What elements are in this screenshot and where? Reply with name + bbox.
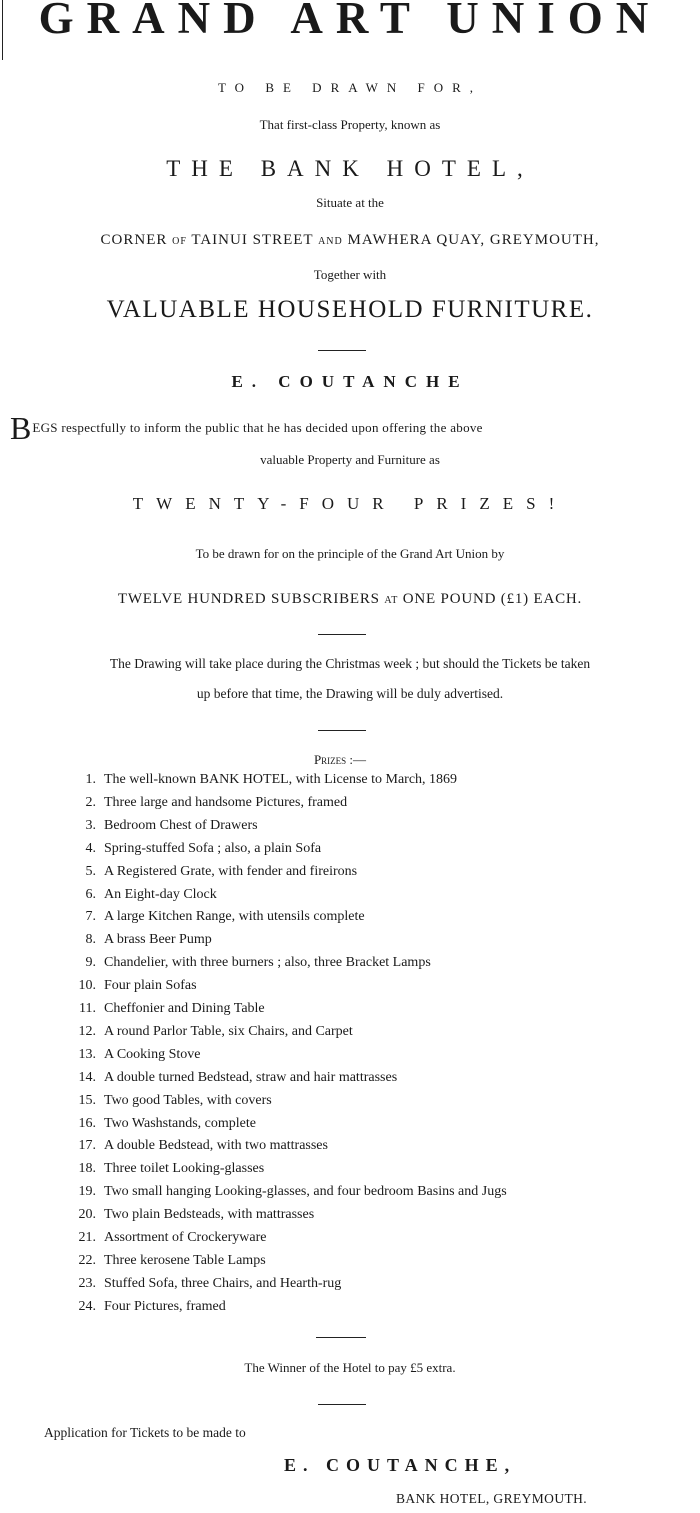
begs-line: BEGS respectfully to inform the public that he has decided upon offering the above [10, 410, 483, 446]
prize-item [0, 978, 700, 1001]
prize-number: 8. [85, 932, 96, 948]
prize-description: A Registered Grate, with fender and fireirons [104, 863, 358, 879]
prize-description: Two small hanging Looking-glasses, and four bedroom Basins and Jugs [104, 1184, 507, 1200]
prize-item [0, 772, 700, 795]
prize-item [0, 932, 700, 955]
prize-description: Two plain Bedsteads, with mattrasses [104, 1207, 315, 1223]
prize-number: 15. [78, 1092, 96, 1108]
prize-description: Four Pictures, framed [104, 1298, 226, 1314]
prize-number: 2. [85, 794, 96, 810]
application-line: Application for Tickets to be made to [44, 1425, 246, 1440]
divider [316, 1337, 366, 1338]
prize-item [0, 1024, 700, 1047]
prize-number: 3. [85, 817, 96, 833]
prize-item [0, 955, 700, 978]
prize-description: A Cooking Stove [104, 1046, 201, 1062]
furniture-heading: VALUABLE HOUSEHOLD FURNITURE. [106, 296, 594, 323]
prize-number: 16. [78, 1115, 96, 1131]
prize-description: The well-known BANK HOTEL, with License to March, 1869 [104, 772, 458, 787]
prize-item [0, 1116, 700, 1139]
prize-description: A double Bedstead, with two mattrasses [104, 1138, 328, 1154]
divider [318, 350, 366, 351]
prize-number: 24. [78, 1298, 96, 1314]
principle-line: To be drawn for on the principle of the Grand Art Union by [195, 546, 505, 561]
prize-number: 21. [78, 1230, 96, 1245]
divider [318, 730, 366, 731]
prize-item [0, 1230, 700, 1253]
prize-description: Cheffonier and Dining Table [104, 1001, 265, 1016]
prize-description: A round Parlor Table, six Chairs, and Carpet [104, 1023, 353, 1039]
prize-number: 4. [85, 840, 96, 856]
prize-number: 12. [78, 1023, 96, 1039]
prize-description: Three large and handsome Pictures, framed [104, 794, 348, 810]
prize-description: Assortment of Crockeryware [104, 1230, 267, 1245]
prize-number: 19. [78, 1184, 96, 1200]
prize-number: 11. [79, 1001, 96, 1016]
prize-number: 6. [85, 886, 96, 902]
prize-item [0, 795, 700, 818]
divider [318, 1404, 366, 1405]
prize-number: 9. [85, 955, 96, 971]
prize-item [0, 1299, 700, 1322]
prizes-count: TWENTY-FOUR PRIZES! [132, 494, 568, 513]
drawing-line-1: The Drawing will take place during the Christmas week ; but should the Tickets be taken [109, 656, 591, 671]
prize-description: An Eight-day Clock [104, 886, 217, 902]
prize-number: 13. [78, 1046, 96, 1062]
prize-item [0, 1184, 700, 1207]
proprietor-name: E. COUTANCHE [231, 372, 469, 391]
prize-item [0, 1001, 700, 1024]
prize-number: 10. [78, 978, 96, 994]
prize-description: Two good Tables, with covers [104, 1092, 272, 1108]
prize-number: 5. [85, 863, 96, 879]
prize-item [0, 1161, 700, 1184]
property-intro: That first-class Property, known as [259, 117, 441, 132]
address-line: CORNER OF TAINUI STREET AND MAWHERA QUAY, GREYMOUTH, [100, 232, 600, 248]
prize-description: Chandelier, with three burners ; also, three Bracket Lamps [104, 955, 431, 971]
prize-description: Bedroom Chest of Drawers [104, 817, 258, 833]
prize-number: 7. [85, 909, 96, 925]
hotel-winner-note: The Winner of the Hotel to pay £5 extra. [244, 1360, 456, 1375]
subheadline: TO BE DRAWN FOR, [217, 80, 483, 95]
prize-description: A brass Beer Pump [104, 932, 212, 948]
prize-description: Three kerosene Table Lamps [104, 1252, 266, 1268]
prize-item [0, 864, 700, 887]
subscribers-line: TWELVE HUNDRED SUBSCRIBERS AT ONE POUND (£1) EACH. [117, 591, 583, 607]
prize-item [0, 909, 700, 932]
prize-item [0, 1093, 700, 1116]
situate-line: Situate at the [316, 195, 384, 210]
prize-item [0, 1276, 700, 1299]
signature-name: E. COUTANCHE, [284, 1455, 517, 1475]
prize-description: A double turned Bedstead, straw and hair mattrasses [104, 1069, 398, 1085]
prize-description: Four plain Sofas [104, 978, 197, 994]
prize-description: Stuffed Sofa, three Chairs, and Hearth-rug [104, 1275, 342, 1291]
prize-item [0, 1207, 700, 1230]
prize-item [0, 1138, 700, 1161]
drop-cap: B [10, 410, 32, 446]
prize-number: 22. [78, 1252, 96, 1268]
prizes-heading: Prizes :— [313, 752, 367, 767]
prize-number: 23. [78, 1275, 96, 1291]
together-line: Together with [313, 267, 387, 282]
signature-address: BANK HOTEL, GREYMOUTH. [396, 1491, 588, 1506]
begs-line-2: valuable Property and Furniture as [260, 452, 440, 467]
prize-number: 1. [85, 772, 96, 787]
prize-description: A large Kitchen Range, with utensils complete [104, 909, 365, 925]
prize-number: 17. [78, 1138, 96, 1154]
divider [318, 634, 366, 635]
prize-description: Two Washstands, complete [104, 1115, 256, 1131]
hotel-name: THE BANK HOTEL, [166, 156, 534, 181]
prize-item [0, 1070, 700, 1093]
prize-description: Three toilet Looking-glasses [104, 1161, 265, 1177]
prize-number: 20. [78, 1207, 96, 1223]
headline: GRAND ART UNION [38, 0, 662, 43]
prize-description: Spring-stuffed Sofa ; also, a plain Sofa [104, 840, 322, 856]
prize-item [0, 887, 700, 910]
prize-item [0, 841, 700, 864]
drawing-line-2: up before that time, the Drawing will be duly advertised. [196, 686, 504, 701]
prize-item [0, 1047, 700, 1070]
prize-item [0, 1253, 700, 1276]
prize-number: 14. [78, 1069, 96, 1085]
prize-number: 18. [78, 1161, 96, 1177]
prize-item [0, 818, 700, 841]
